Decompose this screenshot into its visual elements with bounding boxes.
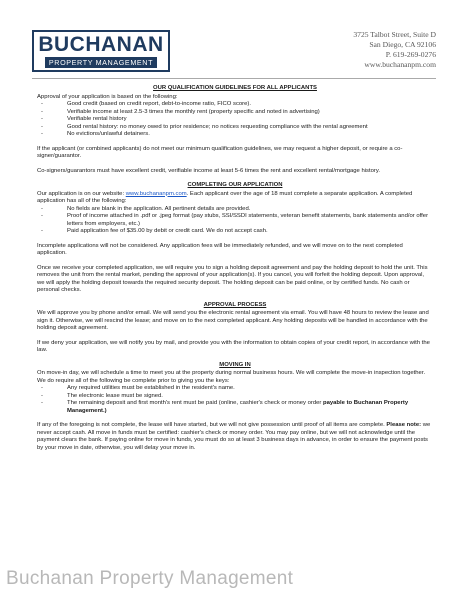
list-item: - No evictions/unlawful detainers. — [67, 131, 433, 139]
logo-sub-text: PROPERTY MANAGEMENT — [45, 57, 157, 68]
website-link[interactable]: www.buchananpm.com — [125, 190, 187, 197]
header-divider — [32, 78, 436, 79]
please-note-label: Please note: — [386, 422, 422, 428]
qualification-paragraph: If the applicant (or combined applicants) do not meet our minimum qualification guidelines, we may request a higher deposit, or require a co-signer/guarantor. — [37, 145, 403, 159]
item-text: The remaining deposit and first month's rent must be paid (online, cashier's check or money order — [67, 400, 323, 406]
company-address — [353, 30, 436, 70]
company-logo — [32, 30, 170, 72]
intro-text: . Each applicant over the age of 18 must complete a separate application. A completed application has all of the following: — [37, 190, 413, 204]
holding-deposit-paragraph: Once we receive your completed application, we will require you to sign a holding deposit agreement and pay the holding deposit to hold the unit. This removes the unit from the rental market, pending the approval of your application(s). If you cancel, you will forfeit the holding deposit. Upon approval, we will apply the holding deposit towards the required security deposit. The holding deposit can be paid online, or by certified funds. No cash or personal checks. — [37, 264, 428, 293]
list-item: - Good rental history: no money owed to prior residence; no notices requesting compliance with the rental agreement — [67, 124, 433, 132]
item-bold-text: payable to Buchanan Property Management.) — [67, 400, 409, 414]
section-title-qualification: OUR QUALIFICATION GUIDELINES FOR ALL APPLICANTS — [153, 85, 317, 91]
approval-paragraph: We will approve you by phone and/or email. We will send you the electronic rental agreement via email. You will have 48 hours to review the lease and sign it. Otherwise, we will rescind the lease; and move on to the next completed applicant. Any holding deposits will be handled in accordance with the holding deposit agreement. — [37, 310, 429, 331]
list-item: - Any required utilities must be established in the resident's name. — [67, 385, 433, 393]
logo-main-text: BUCHANAN — [38, 32, 164, 56]
intro-text: Our application is on our website: — [37, 190, 126, 197]
list-item: - No fields are blank in the application. All pertinent details are provided. — [67, 206, 433, 214]
move-in-list — [37, 385, 433, 415]
document-body — [37, 85, 433, 452]
section-title-approval: APPROVAL PROCESS — [203, 301, 267, 308]
list-item — [67, 400, 433, 415]
list-item: - Paid application fee of $35.00 by debit or credit card. We do not accept cash. — [67, 228, 433, 236]
list-item: - Proof of income attached in .pdf or .jpeg format (pay stubs, SSI/SSDI statements, veteran benefit statements, bank statements and/or offer letters from employers, etc.) — [67, 213, 433, 228]
denial-paragraph: If we deny your application, we will notify you by mail, and provide you with the information to obtain copies of your credit report, in accordance with the law. — [37, 339, 430, 353]
watermark: Buchanan Property Management — [6, 568, 294, 589]
address-line: San Diego, CA 92106 — [369, 40, 436, 49]
list-item: - The electronic lease must be signed. — [67, 393, 433, 401]
application-requirements-list — [37, 206, 433, 236]
para-text: If any of the foregoing is not complete, the lease will have started, but we will not give possession until proof of all items are complete. — [37, 422, 387, 428]
cosigner-paragraph: Co-signers/guarantors must have excellent credit, verifiable income at least 5-6 times the rent and excellent rental/mortgage history. — [37, 167, 381, 174]
move-in-intro: On move-in day, we will schedule a time to meet you at the property during normal business hours. We will complete the move-in inspection together. We do require all of the following be complete prior to giving you the keys: — [37, 370, 426, 384]
possession-paragraph — [37, 422, 433, 452]
list-item: - Verifiable rental history — [67, 116, 433, 124]
address-line: 3725 Talbot Street, Suite D — [353, 30, 436, 39]
incomplete-paragraph: Incomplete applications will not be considered. Any application fees will be immediately refunded, and we will move on to the next completed application. — [37, 242, 403, 256]
list-item: - Good credit (based on credit report, debt-to-income ratio, FICO score). — [67, 101, 433, 109]
qualification-intro: Approval of your application is based on the following: — [37, 93, 178, 100]
section-title-completing: COMPLETING OUR APPLICATION — [187, 182, 283, 188]
application-intro — [37, 191, 433, 206]
qualification-list — [37, 101, 433, 139]
section-title-moving-in: MOVING IN — [219, 361, 251, 368]
para-text: we never accept cash. All move in funds must be certified: cashier's check or money order. You may pay online, but we will not acknowledge until the payment clears the bank. If paying online for move in funds, you must do so at least 3 business days in advance, in order to ensure the payment posts by your move in date, otherwise, you will delay your move in. — [37, 422, 431, 451]
website-line: www.buchananpm.com — [364, 60, 436, 69]
list-item: - Verifiable income at least 2.5-3 times the monthly rent (property specific and noted in advertising) — [67, 109, 433, 117]
phone-line: P. 619-269-0276 — [385, 50, 436, 59]
